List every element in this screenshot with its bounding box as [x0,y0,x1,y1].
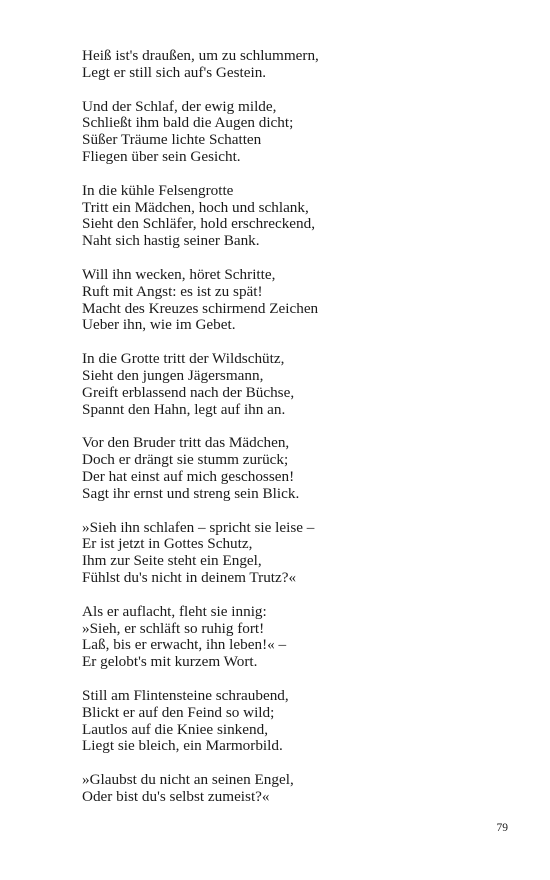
poem-line: Greift erblassend nach der Büchse, [82,383,295,401]
poem-line: Naht sich hastig seiner Bank. [82,232,260,250]
poem-line: Will ihn wecken, höret Schritte, [82,265,276,283]
poem-line: Er ist jetzt in Gottes Schutz, [82,535,253,553]
stanza [82,520,502,587]
poem-line: Legt er still sich auf's Gestein. [82,63,267,81]
poem-line: Süßer Träume lichte Schatten [82,131,262,149]
poem-line: Ueber ihn, wie im Gebet. [82,316,236,334]
poem-line: Ihm zur Seite steht ein Engel, [82,552,262,570]
poem-line: Fühlst du's nicht in deinem Trutz?« [82,568,297,586]
stanza [82,604,502,671]
stanza [82,772,502,806]
poem-line: Schließt ihm bald die Augen dicht; [82,114,294,132]
poem-body [82,48,502,823]
poem-line: Heiß ist's draußen, um zu schlummern, [82,47,319,64]
stanza [82,267,502,334]
stanza [82,183,502,250]
stanza [82,48,502,82]
poem-line: Als er auflacht, fleht sie innig: [82,602,267,620]
poem-line: Blickt er auf den Feind so wild; [82,703,275,721]
poem-line: Spannt den Hahn, legt auf ihn an. [82,400,286,418]
poem-line: Sagt ihr ernst und streng sein Blick. [82,484,300,502]
poem-line: Doch er drängt sie stumm zurück; [82,451,289,469]
poem-line: Der hat einst auf mich geschossen! [82,467,295,485]
stanza [82,688,502,755]
poem-line: Liegt sie bleich, ein Marmorbild. [82,737,283,755]
poem-line: Ruft mit Angst: es ist zu spät! [82,282,263,300]
page-number: 79 [496,822,508,834]
poem-line: Oder bist du's selbst zumeist?« [82,787,270,805]
poem-line: Er gelobt's mit kurzem Wort. [82,653,258,671]
poem-line: Laß, bis er erwacht, ihn leben!« – [82,636,287,654]
poem-line: »Sieh, er schläft so ruhig fort! [82,619,265,637]
poem-line: In die kühle Felsengrotte [82,181,234,199]
poem-line: Sieht den jungen Jägersmann, [82,366,264,384]
stanza [82,351,502,418]
poem-line: Sieht den Schläfer, hold erschreckend, [82,215,316,233]
poem-line: Vor den Bruder tritt das Mädchen, [82,434,290,452]
poem-line: In die Grotte tritt der Wildschütz, [82,350,285,368]
poem-line: »Sieh ihn schlafen – spricht sie leise – [82,518,315,536]
poem-line: Und der Schlaf, der ewig milde, [82,97,277,115]
poem-line: Tritt ein Mädchen, hoch und schlank, [82,198,309,216]
poem-line: Macht des Kreuzes schirmend Zeichen [82,299,319,317]
poem-line: Fliegen über sein Gesicht. [82,147,241,165]
poem-line: Still am Flintensteine schraubend, [82,686,289,704]
stanza [82,435,502,502]
poem-line: Lautlos auf die Kniee sinkend, [82,720,268,738]
poem-line: »Glaubst du nicht an seinen Engel, [82,771,294,789]
stanza [82,99,502,166]
